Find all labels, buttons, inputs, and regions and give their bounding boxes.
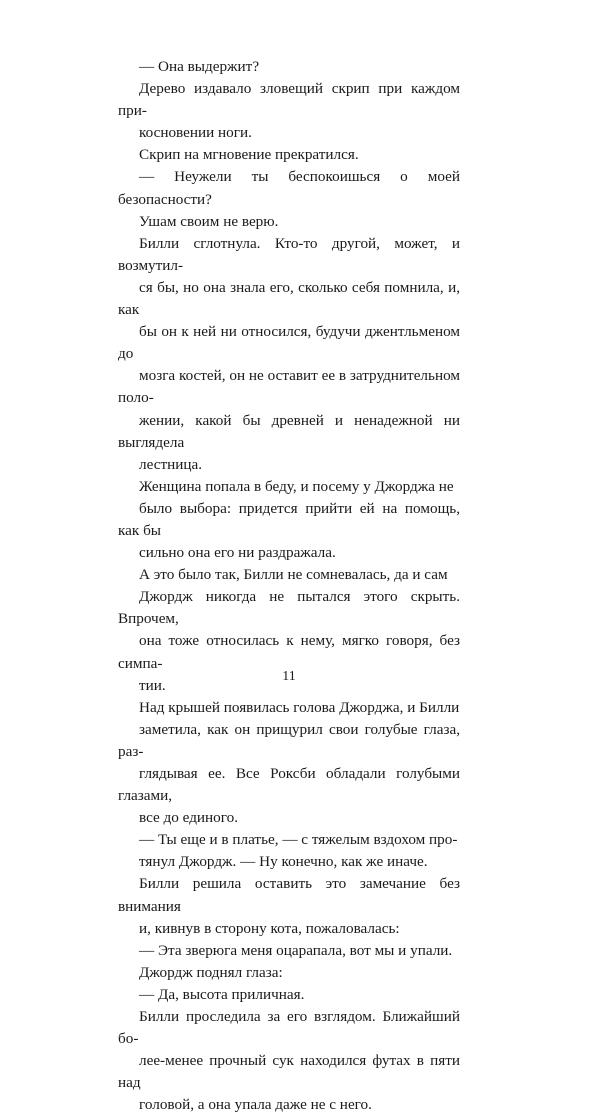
paragraph (118, 144, 460, 166)
text-line: А это было так, Билли не сомневалась, да и сам (139, 566, 448, 584)
text-line: и, кивнув в сторону кота, пожаловалась: (139, 919, 400, 937)
text-line: мозга костей, он не оставит ее в затруднительном поло- (118, 367, 460, 407)
text-line: глядывая ее. Все Роксби обладали голубыми глазами, (118, 765, 460, 805)
text-line: — Да, высота приличная. (139, 985, 305, 1003)
text-line: ся бы, но она знала его, сколько себя помнила, и, как (118, 278, 460, 319)
text-line: тии. (139, 676, 166, 694)
text-line: заметила, как он прищурил свои голубые глаза, раз- (118, 720, 460, 760)
text-line: — Она выдержит? (139, 58, 260, 75)
paragraph (118, 78, 460, 144)
text-line: — Эта зверюга меня оцарапала, вот мы и упали. (139, 941, 453, 959)
paragraph (118, 697, 460, 830)
text-line: Билли проследила за его взглядом. Ближайший бо- (118, 1008, 460, 1048)
paragraph (118, 233, 460, 476)
text-line: головой, а она упала даже не с него. (139, 1096, 372, 1114)
text-line: Билли решила оставить это замечание без внимания (118, 875, 460, 915)
paragraph (118, 873, 460, 939)
paragraph (118, 56, 460, 78)
body-text (118, 56, 460, 1117)
text-line: — Ты еще и в платье, — с тяжелым вздохом про- (139, 831, 458, 849)
text-line: косновении ноги. (139, 124, 252, 142)
paragraph (118, 166, 460, 232)
text-line: тянул Джордж. — Ну конечно, как же иначе. (139, 853, 428, 871)
text-line: Билли сглотнула. Кто-то другой, может, и возмутил- (118, 234, 460, 274)
text-line: было выбора: придется прийти ей на помощь, как бы (118, 499, 460, 539)
paragraph (118, 829, 460, 873)
text-line: все до единого. (139, 809, 239, 827)
text-line: Джордж поднял глаза: (139, 963, 283, 981)
paragraph (118, 476, 460, 564)
text-line: Скрип на мгновение прекратился. (139, 146, 359, 164)
text-line: Джордж никогда не пытался этого скрыть. Впрочем, (118, 588, 460, 628)
book-page (118, 56, 460, 1114)
text-line: Дерево издавало зловещий скрип при каждом при- (118, 80, 460, 120)
text-line: Женщина попала в беду, и посему у Джорджа не (139, 477, 454, 495)
text-line: сильно она его ни раздражала. (139, 544, 336, 562)
paragraph (118, 962, 460, 984)
text-line: — Неужели ты беспокоишься о моей безопасности? (118, 168, 460, 208)
text-line: лее-менее прочный сук находился футах в пяти над (118, 1052, 460, 1092)
text-line: лестница. (139, 455, 202, 473)
paragraph (118, 984, 460, 1006)
text-line: она тоже относилась к нему, мягко говоря, без симпа- (118, 632, 460, 672)
text-line: бы он к ней ни относился, будучи джентльменом до (118, 323, 460, 363)
text-line: Ушам своим не верю. (139, 212, 279, 230)
page-number: 11 (282, 669, 296, 684)
text-line: Над крышей появилась голова Джорджа, и Билли (139, 698, 460, 716)
paragraph (118, 1006, 460, 1116)
text-line: жении, какой бы древней и ненадежной ни выглядела (118, 411, 460, 451)
paragraph (118, 940, 460, 962)
